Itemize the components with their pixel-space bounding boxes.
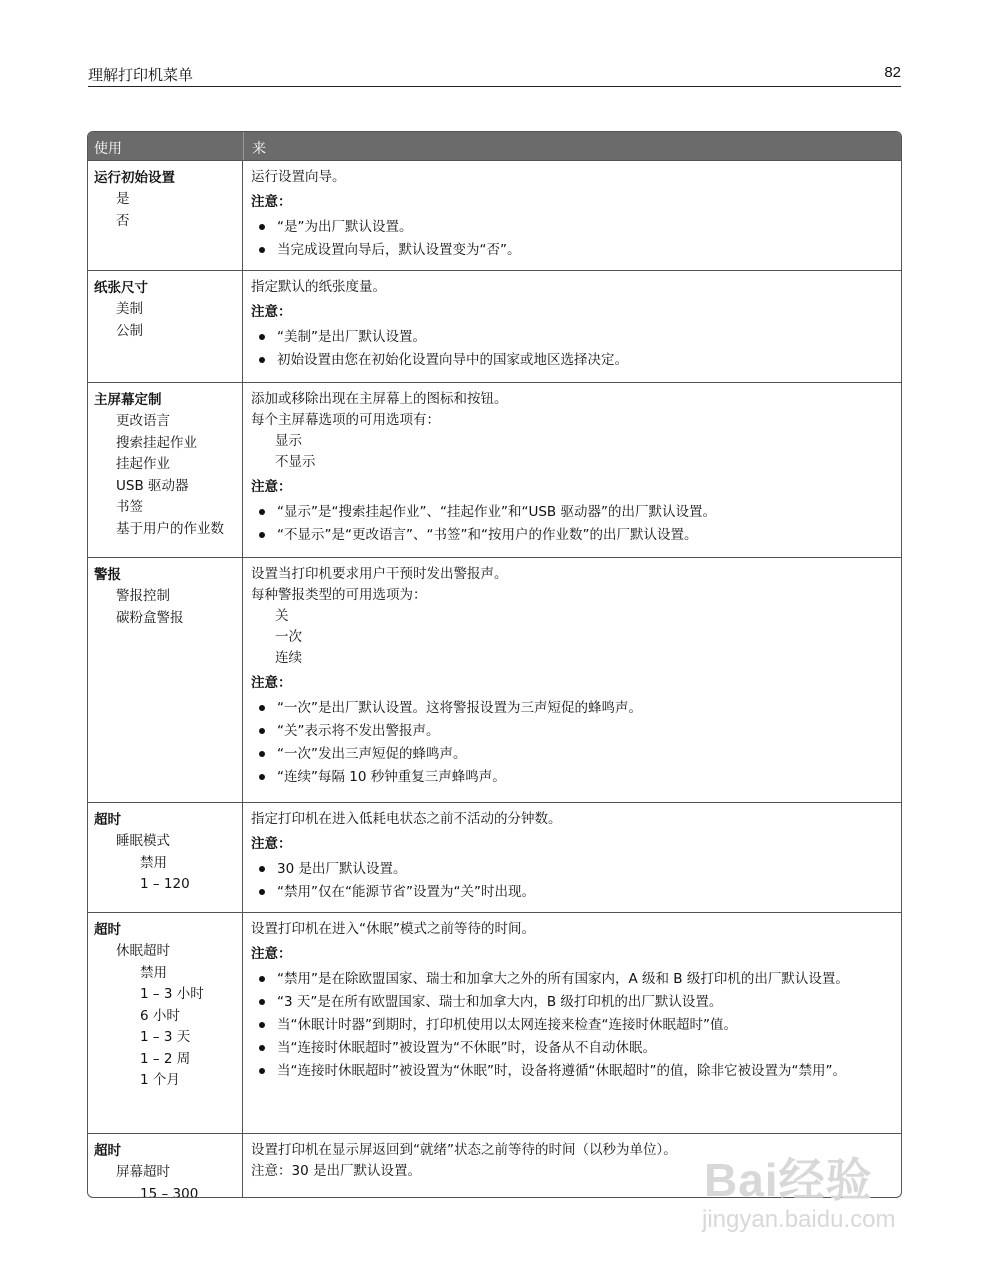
option-value: 不显示 (275, 454, 316, 470)
description: 设置打印机在显示屏返回到“就绪”状态之前等待的时间（以秒为单位）。 (251, 1142, 677, 1158)
bullet-icon (259, 509, 265, 515)
watermark (700, 1132, 930, 1252)
bullet-icon (259, 1068, 265, 1074)
description: 指定默认的纸张度量。 (251, 279, 386, 295)
column-header-use: 使用 (88, 132, 244, 160)
table-row (88, 383, 901, 558)
list-item: “连续”每隔 10 秒钟重复三声蜂鸣声。 (251, 769, 893, 785)
menu-option: 睡眠模式 (116, 833, 170, 849)
page-number: 82 (884, 64, 901, 81)
note-label: 注意： (251, 836, 292, 852)
note-list (251, 504, 893, 543)
menu-suboption: 15 – 300 (140, 1185, 199, 1198)
menu-option: USB 驱动器 (116, 477, 189, 494)
option-value: 显示 (275, 433, 302, 449)
menu-item-name: 警报 (94, 567, 121, 583)
bullet-icon (259, 889, 265, 895)
bullet-icon (259, 976, 265, 982)
menu-option: 搜索挂起作业 (116, 434, 197, 451)
menu-option: 书签 (116, 499, 143, 515)
list-item: 当“休眠计时器”到期时，打印机使用以太网连接来检查“连接时休眠超时”值。 (251, 1017, 893, 1033)
menu-option: 警报控制 (116, 588, 170, 604)
menu-suboption: 1 – 3 小时 (140, 986, 204, 1002)
menu-option: 美制 (116, 301, 143, 317)
table-row (88, 558, 901, 803)
menu-item-name: 纸张尺寸 (94, 280, 148, 296)
list-item: 当“连接时休眠超时”被设置为“不休眠”时，设备从不自动休眠。 (251, 1040, 893, 1056)
list-item: “禁用”是在除欧盟国家、瑞士和加拿大之外的所有国家内，A 级和 B 级打印机的出厂默认设置。 (251, 971, 893, 987)
note-list (251, 700, 893, 785)
description: 添加或移除出现在主屏幕上的图标和按钮。 (251, 391, 508, 407)
list-item: “是”为出厂默认设置。 (251, 219, 893, 235)
menu-suboption: 6 小时 (140, 1007, 180, 1024)
table-row (88, 161, 901, 271)
description: 设置打印机在进入“休眠”模式之前等待的时间。 (251, 921, 535, 937)
option-value: 连续 (275, 650, 302, 666)
description: 指定打印机在进入低耗电状态之前不活动的分钟数。 (251, 811, 562, 827)
note-label: 注意： (251, 675, 292, 691)
bullet-icon (259, 1022, 265, 1028)
bullet-icon (259, 866, 265, 872)
table-row (88, 271, 901, 383)
list-item: 30 是出厂默认设置。 (251, 861, 893, 877)
list-item: “一次”是出厂默认设置。这将警报设置为三声短促的蜂鸣声。 (251, 700, 893, 716)
bullet-icon (259, 532, 265, 538)
note-label: 注意： (251, 946, 292, 962)
bullet-icon (259, 1045, 265, 1051)
bullet-icon (259, 357, 265, 363)
description: 运行设置向导。 (251, 169, 346, 185)
bullet-icon (259, 247, 265, 253)
menu-option: 挂起作业 (116, 456, 170, 472)
note-list (251, 329, 893, 368)
column-header-to: 来 (252, 141, 266, 157)
list-item: “显示”是“搜索挂起作业”、“挂起作业”和“USB 驱动器”的出厂默认设置。 (251, 504, 893, 520)
note-label: 注意： (251, 194, 292, 210)
note-list (251, 861, 893, 900)
bullet-icon (259, 728, 265, 734)
bullet-icon (259, 751, 265, 757)
option-value: 一次 (275, 629, 302, 645)
list-item: “3 天”是在所有欧盟国家、瑞士和加拿大内，B 级打印机的出厂默认设置。 (251, 994, 893, 1010)
menu-option: 基于用户的作业数 (116, 520, 224, 537)
menu-table (87, 131, 902, 1198)
option-value: 关 (275, 608, 289, 624)
menu-suboption: 1 个月 (140, 1072, 180, 1088)
note-inline: 注意：30 是出厂默认设置。 (251, 1163, 421, 1179)
note-label: 注意： (251, 304, 292, 320)
menu-item-name: 运行初始设置 (94, 170, 175, 186)
description: 每个主屏幕选项的可用选项有： (251, 412, 440, 428)
list-item: 当完成设置向导后，默认设置变为“否”。 (251, 242, 893, 258)
list-item: 初始设置由您在初始化设置向导中的国家或地区选择决定。 (251, 352, 893, 368)
table-header (88, 132, 901, 161)
menu-option: 是 (116, 191, 130, 207)
description: 设置当打印机要求用户干预时发出警报声。 (251, 566, 508, 582)
list-item: “一次”发出三声短促的蜂鸣声。 (251, 746, 893, 762)
menu-option: 屏幕超时 (116, 1164, 170, 1180)
menu-option: 更改语言 (116, 413, 170, 429)
menu-suboption: 1 – 2 周 (140, 1050, 191, 1067)
menu-option: 否 (116, 212, 130, 229)
menu-item-name: 超时 (94, 1143, 121, 1159)
list-item: “关”表示将不发出警报声。 (251, 723, 893, 739)
bullet-icon (259, 774, 265, 780)
menu-suboption: 1 – 120 (140, 876, 190, 892)
chapter-title: 理解打印机菜单 (88, 66, 194, 84)
list-item: “禁用”仅在“能源节省”设置为“关”时出现。 (251, 884, 893, 900)
bullet-icon (259, 224, 265, 230)
list-item: “美制”是出厂默认设置。 (251, 329, 893, 345)
list-item: 当“连接时休眠超时”被设置为“休眠”时，设备将遵循“休眠超时”的值，除非它被设置为“禁用”。 (251, 1063, 893, 1079)
table-row (88, 803, 901, 913)
menu-option: 碳粉盒警报 (116, 609, 184, 626)
note-label: 注意： (251, 479, 292, 495)
menu-item-name: 超时 (94, 922, 121, 938)
watermark-url: jingyan.baidu.com (702, 1206, 896, 1233)
table-row (88, 913, 901, 1134)
menu-suboption: 禁用 (140, 854, 167, 871)
note-list (251, 219, 893, 258)
description: 每种警报类型的可用选项为： (251, 587, 427, 603)
menu-suboption: 1 – 3 天 (140, 1029, 191, 1045)
page-header (88, 64, 901, 87)
list-item: “不显示”是“更改语言”、“书签”和“按用户的作业数”的出厂默认设置。 (251, 527, 893, 543)
watermark-logo: Bai经验 (704, 1154, 873, 1206)
bullet-icon (259, 999, 265, 1005)
menu-option: 休眠超时 (116, 943, 170, 959)
menu-suboption: 禁用 (140, 964, 167, 981)
note-list (251, 971, 893, 1079)
bullet-icon (259, 705, 265, 711)
menu-option: 公制 (116, 322, 143, 339)
bullet-icon (259, 334, 265, 340)
menu-item-name: 超时 (94, 812, 121, 828)
menu-item-name: 主屏幕定制 (94, 392, 162, 408)
